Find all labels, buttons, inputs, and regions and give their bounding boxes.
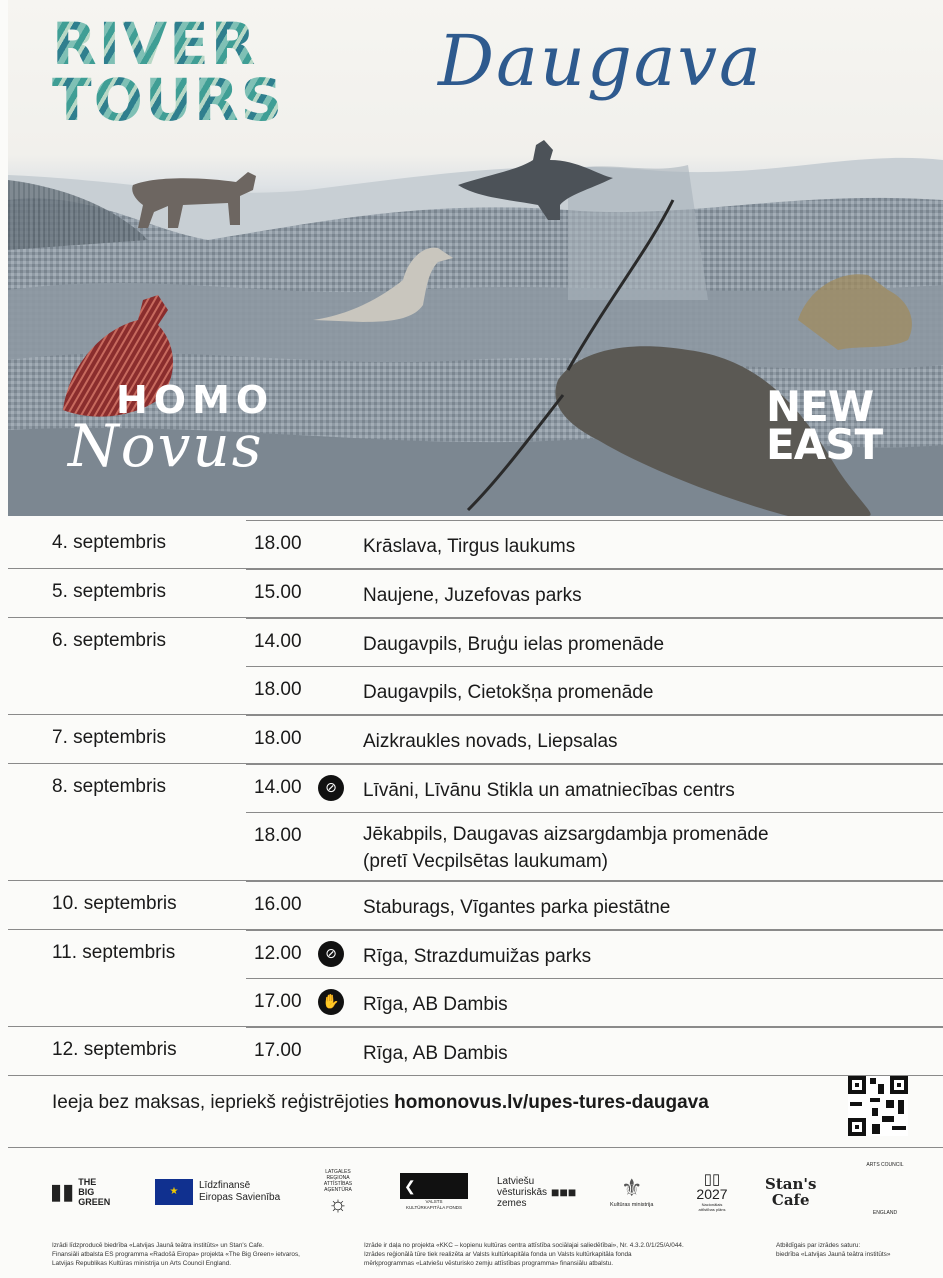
schedule-row — [8, 930, 943, 1027]
npp-bars-icon: ▯▯ — [703, 1171, 721, 1188]
schedule-time: 17.00 — [254, 1040, 302, 1061]
schedule-date: 8. septembris — [52, 776, 167, 797]
schedule-row — [8, 881, 943, 930]
schedule-place-line2: (pretī Vecpilsētas laukumam) — [363, 851, 608, 872]
registration-text — [52, 1092, 709, 1114]
registration-label: Ieeja bez maksas, iepriekš reģistrējoties — [52, 1092, 395, 1113]
schedule-time: 16.00 — [254, 894, 302, 915]
schedule-time: 18.00 — [254, 728, 302, 749]
schedule-place: Daugavpils, Bruģu ielas promenāde — [363, 634, 665, 655]
schedule-table — [8, 520, 943, 1076]
schedule-date: 7. septembris — [52, 727, 167, 748]
schedule-row — [8, 520, 943, 569]
hero-illustration — [8, 0, 943, 516]
coat-of-arms-icon: ⚜ — [620, 1175, 643, 1202]
schedule-place: Aizkraukles novads, Liepsalas — [363, 731, 618, 752]
schedule-time: 12.00 — [254, 943, 302, 964]
new-east-logo: NEW EAST — [766, 382, 883, 469]
big-green-logo: ▮▮ THE BIG GREEN — [50, 1177, 111, 1207]
stans-cafe-logo: Stan's Cafe — [765, 1175, 817, 1209]
vkkf-icon: ❮ — [400, 1173, 468, 1199]
eu-logo: ★ Līdzfinansē Eiropas Savienība — [155, 1160, 280, 1224]
schedule-row — [8, 618, 943, 715]
schedule-place: Rīga, Strazdumuižas parks — [363, 946, 592, 967]
schedule-place: Krāslava, Tirgus laukums — [363, 536, 576, 557]
schedule-row — [8, 715, 943, 764]
schedule-time: 15.00 — [254, 582, 302, 603]
eye-slash-icon: ⊘ — [318, 941, 344, 967]
schedule-slot — [246, 812, 943, 880]
homo-novus-logo-homo: HOMO — [116, 378, 275, 422]
registration-link[interactable]: homonovus.lv/upes-tures-daugava — [394, 1092, 709, 1113]
schedule-slot — [246, 881, 943, 929]
schedule-row — [8, 764, 943, 881]
qr-code-icon[interactable] — [848, 1076, 908, 1136]
schedule-date: 5. septembris — [52, 581, 167, 602]
schedule-date: 11. septembris — [52, 942, 176, 963]
schedule-slot — [246, 764, 943, 812]
registration-bar — [8, 1067, 943, 1148]
homo-novus-logo-novus: Novus — [68, 412, 264, 480]
schedule-place-line1: Jēkabpils, Daugavas aizsargdambja promenāde — [363, 824, 769, 845]
vkkf-logo: ❮ VALSTS KULTŪRKAPITĀLA FONDS — [400, 1160, 468, 1224]
sun-icon: ☼ — [327, 1191, 349, 1216]
schedule-time: 18.00 — [254, 533, 302, 554]
npp-2027-logo: ▯▯ 2027 Nacionālais attīstības plāns — [696, 1171, 728, 1212]
schedule-row — [8, 569, 943, 618]
shields-icon: ■■■ — [551, 1184, 577, 1200]
schedule-slot — [246, 618, 943, 666]
schedule-date: 6. septembris — [52, 630, 167, 651]
sign-language-icon: ✋ — [318, 989, 344, 1015]
schedule-time: 17.00 — [254, 991, 302, 1012]
schedule-place: Līvāni, Līvānu Stikla un amatniecības centrs — [363, 780, 735, 801]
schedule-time: 14.00 — [254, 777, 302, 798]
daugava-title: Daugava — [438, 20, 763, 102]
schedule-time: 18.00 — [254, 679, 302, 700]
latvian-historic-lands-logo: Latviešu vēsturiskās zemes ■■■ — [497, 1175, 577, 1209]
partner-logos — [0, 1160, 943, 1232]
ministry-of-culture-logo: ⚜ Kultūras ministrija — [610, 1175, 654, 1208]
schedule-time: 14.00 — [254, 631, 302, 652]
schedule-slot — [246, 569, 943, 617]
river-tours-logo: RIVER TOURS — [52, 10, 285, 134]
schedule-time: 18.00 — [254, 825, 302, 846]
schedule-place: Daugavpils, Cietokšņa promenāde — [363, 682, 654, 703]
footer-credits-3: Atbildīgais par izrādes saturu: biedrība «Latvijas Jaunā teātra institūts» — [776, 1242, 891, 1258]
schedule-place — [363, 813, 769, 875]
schedule-slot — [246, 520, 943, 568]
schedule-date: 4. septembris — [52, 532, 167, 553]
eye-slash-icon: ⊘ — [318, 775, 344, 801]
eu-flag-icon: ★ — [155, 1179, 193, 1205]
arts-council-england-logo: ARTS COUNCIL ENGLAND — [866, 1162, 904, 1216]
big-green-icon: ▮▮ — [50, 1179, 75, 1204]
schedule-place: Naujene, Juzefovas parks — [363, 585, 582, 606]
schedule-date: 10. septembris — [52, 893, 177, 914]
latgale-logo: LATGALES REĢIONA ATTĪSTĪBAS AĢENTŪRA ☼ — [323, 1169, 353, 1216]
schedule-slot — [246, 715, 943, 763]
schedule-place: Rīga, AB Dambis — [363, 1043, 508, 1064]
schedule-slot — [246, 666, 943, 714]
schedule-place: Rīga, AB Dambis — [363, 994, 508, 1015]
schedule-date: 12. septembris — [52, 1039, 177, 1060]
footer-credits-1: Izrādi līdzproducē biedrība «Latvijas Jaunā teātra institūts» un Stan's Cafe. Finansiāli atbalsta ES programma «Radošā Eiropa» projekta «The Big Green» ietvaros, Latvijas Republikas Kultūras ministrija un Arts Council England. — [52, 1242, 300, 1267]
schedule-slot — [246, 930, 943, 978]
footer-credits-2: Izrāde ir daļa no projekta «KKC – kopienu kultūras centra attīstība sociālajai saliedētībai», Nr. 4.3.2.0/1/25/A/044. Izrādes reģionālā tūre tiek realizēta ar Valsts kultūrkapitāla fonda un Valsts kultūrkapitāla fonda mērķprogrammas «Latviešu vēsturisko zemju attīstības programma» finansiālu atbalstu. — [364, 1242, 684, 1267]
schedule-slot — [246, 978, 943, 1026]
schedule-place: Staburags, Vīgantes parka piestātne — [363, 897, 671, 918]
